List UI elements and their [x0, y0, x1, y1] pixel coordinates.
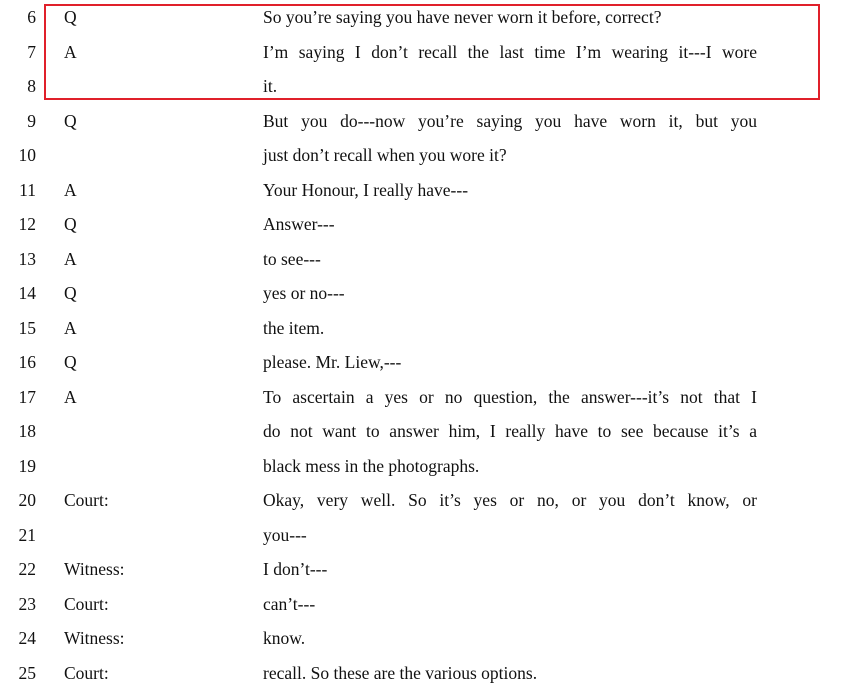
testimony-text: do not want to answer him, I really have to see because it’s a	[263, 421, 757, 441]
transcript-line	[0, 138, 844, 173]
speaker-label: Court:	[64, 593, 109, 614]
speaker-label: Court:	[64, 662, 109, 683]
speaker-label: A	[64, 386, 77, 407]
transcript-line	[0, 242, 844, 277]
testimony-text: black mess in the photographs.	[263, 455, 480, 476]
line-number: 6	[27, 7, 36, 27]
transcript-line	[0, 104, 844, 139]
transcript-line	[0, 518, 844, 553]
testimony-text: Answer---	[263, 214, 335, 234]
testimony-text: the item.	[263, 317, 325, 338]
speaker-label: Q	[64, 110, 77, 131]
testimony-text: can’t---	[263, 593, 316, 614]
speaker-label: A	[64, 317, 77, 338]
line-number: 19	[18, 455, 36, 476]
line-number: 14	[18, 283, 36, 303]
transcript-line	[0, 621, 844, 656]
testimony-text: But you do---now you’re saying you have worn it, but you	[263, 110, 757, 131]
transcript-line	[0, 587, 844, 622]
testimony-text: know.	[263, 628, 306, 648]
transcript-line	[0, 414, 844, 449]
testimony-text: just don’t recall when you wore it?	[263, 145, 507, 165]
speaker-label: Q	[64, 352, 77, 372]
transcript-line	[0, 207, 844, 242]
line-number: 25	[18, 662, 36, 683]
speaker-label: Q	[64, 214, 77, 234]
line-number: 22	[18, 559, 36, 579]
line-number: 7	[27, 41, 36, 62]
testimony-text: Your Honour, I really have---	[263, 179, 469, 200]
testimony-text: to see---	[263, 248, 321, 269]
line-number: 12	[18, 214, 36, 234]
transcript-line	[0, 311, 844, 346]
testimony-text: it.	[263, 76, 278, 96]
line-number: 13	[18, 248, 36, 269]
transcript-line	[0, 345, 844, 380]
line-number: 23	[18, 593, 36, 614]
line-number: 8	[27, 76, 36, 96]
line-number: 17	[18, 386, 36, 407]
transcript-line	[0, 656, 844, 691]
speaker-label: A	[64, 41, 77, 62]
line-number: 15	[18, 317, 36, 338]
testimony-text: To ascertain a yes or no question, the answer---it’s not that I	[263, 386, 757, 407]
testimony-text: I don’t---	[263, 559, 328, 579]
speaker-label: Q	[64, 283, 77, 303]
line-number: 10	[18, 145, 36, 165]
transcript-line	[0, 173, 844, 208]
transcript-line	[0, 69, 844, 104]
transcript-line	[0, 380, 844, 415]
line-number: 24	[18, 628, 36, 648]
testimony-text: So you’re saying you have never worn it before, correct?	[263, 7, 662, 27]
speaker-label: Court:	[64, 490, 109, 510]
line-number: 11	[19, 179, 36, 200]
transcript-line	[0, 0, 844, 35]
testimony-text: yes or no---	[263, 283, 345, 303]
transcript-line	[0, 449, 844, 484]
testimony-text: recall. So these are the various options.	[263, 662, 538, 683]
testimony-text: please. Mr. Liew,---	[263, 352, 402, 372]
transcript-line	[0, 552, 844, 587]
speaker-label: Q	[64, 7, 77, 27]
testimony-text: I’m saying I don’t recall the last time I’m wearing it---I wore	[263, 41, 757, 62]
speaker-label: A	[64, 179, 77, 200]
transcript-line	[0, 276, 844, 311]
testimony-text: you---	[263, 524, 307, 545]
transcript-line	[0, 483, 844, 518]
line-number: 9	[27, 110, 36, 131]
transcript-line	[0, 35, 844, 70]
speaker-label: Witness:	[64, 559, 125, 579]
speaker-label: Witness:	[64, 628, 125, 648]
speaker-label: A	[64, 248, 77, 269]
line-number: 20	[18, 490, 36, 510]
line-number: 16	[18, 352, 36, 372]
line-number: 21	[18, 524, 36, 545]
line-number: 18	[18, 421, 36, 441]
testimony-text: Okay, very well. So it’s yes or no, or you don’t know, or	[263, 490, 757, 510]
